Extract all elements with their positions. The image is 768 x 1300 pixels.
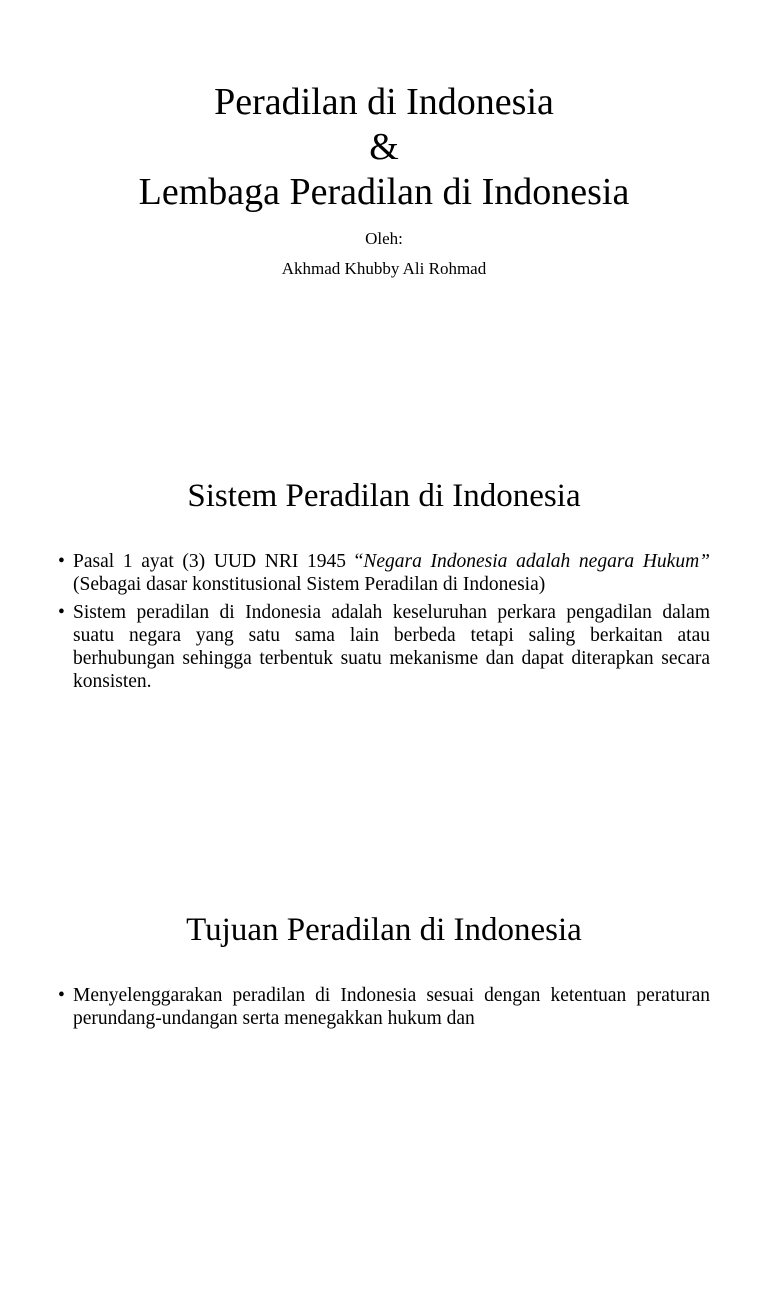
bullet-list	[58, 984, 710, 1035]
bullet-text-prefix: Pasal 1 ayat (3) UUD NRI 1945 “	[73, 551, 364, 572]
bullet-text-quote: Negara Indonesia adalah negara Hukum”	[363, 551, 710, 572]
title-line-3: Lembaga Peradilan di Indonesia	[138, 171, 630, 213]
bullet-marker: •	[58, 602, 65, 623]
slide-heading: Sistem Peradilan di Indonesia	[187, 478, 581, 514]
by-label: Oleh:	[365, 229, 403, 248]
presentation-title	[0, 80, 768, 215]
bullet-text: Sistem peradilan di Indonesia adalah keseluruhan perkara pengadilan dalam suatu negara yang satu sama lain berbeda tetapi saling berkaitan atau berhubungan sehingga terbentuk suatu mekanisme dan dapat diterapkan secara konsisten.	[73, 602, 710, 692]
bullet-text: Menyelenggarakan peradilan di Indonesia sesuai dengan ketentuan peraturan perundang-undangan serta menegakkan hukum dan	[73, 985, 710, 1029]
title-line-2: &	[369, 126, 399, 168]
slide-tujuan-peradilan	[0, 868, 768, 1300]
bullet-list	[58, 550, 710, 698]
bullet-text-suffix: (Sebagai dasar konstitusional Sistem Peradilan di Indonesia)	[73, 574, 546, 595]
list-item	[58, 601, 710, 693]
slide-heading: Tujuan Peradilan di Indonesia	[186, 912, 582, 948]
slide-title-page	[0, 0, 768, 432]
bullet-marker: •	[58, 985, 65, 1006]
author-name: Akhmad Khubby Ali Rohmad	[281, 259, 487, 278]
slide-sistem-peradilan	[0, 434, 768, 866]
bullet-marker: •	[58, 551, 65, 572]
title-line-1: Peradilan di Indonesia	[214, 81, 554, 123]
list-item	[58, 550, 710, 596]
list-item	[58, 984, 710, 1030]
